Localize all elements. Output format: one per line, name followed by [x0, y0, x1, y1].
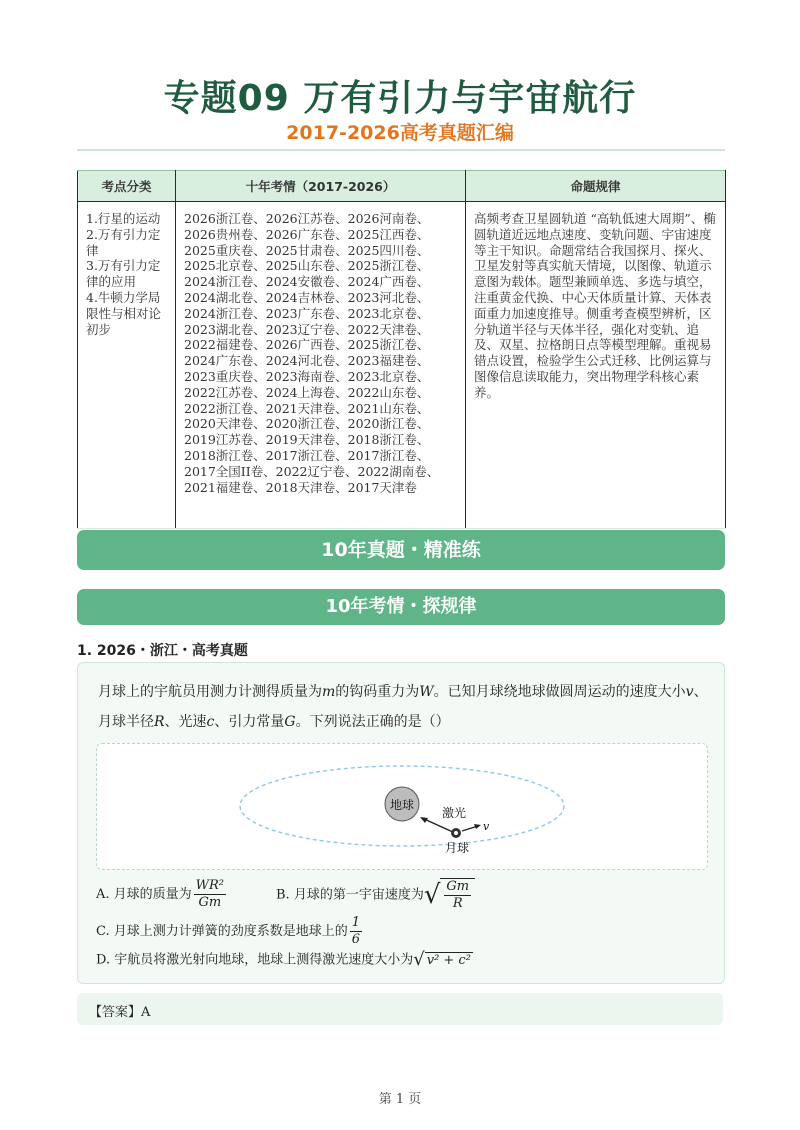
option-a-fraction — [194, 878, 226, 911]
fraction-denominator: R — [452, 896, 463, 911]
var-w: W — [419, 684, 434, 700]
moon-center — [454, 831, 458, 835]
figure-frame — [96, 743, 708, 870]
laser-ray — [422, 818, 455, 833]
knowledge-point: 1.行星的运动 — [86, 211, 161, 226]
stem-text: 。已知月球绕地球做圆周运动的速度大小 — [433, 684, 686, 700]
title-divider — [77, 149, 725, 151]
stem-text: 、光速 — [164, 714, 207, 730]
question-stem — [98, 677, 708, 737]
stem-text: 的钩码重力为 — [335, 684, 420, 700]
fraction-numerator: Gm — [446, 879, 470, 894]
stem-text: 、月球半径 — [98, 684, 708, 730]
answer-text: 【答案】A — [89, 1005, 151, 1020]
table-row — [78, 202, 726, 529]
option-d-sqrt — [413, 947, 473, 973]
overview-table — [77, 170, 726, 529]
page-number: 第 1 页 — [378, 1092, 422, 1107]
option-a-text: A. 月球的质量为 — [96, 887, 192, 902]
option-c[interactable] — [96, 915, 364, 948]
option-c-fraction — [350, 915, 362, 948]
fraction-numerator: 1 — [351, 915, 361, 930]
knowledge-point: 3.万有引力定律的应用 — [86, 258, 161, 290]
velocity-arrowhead — [474, 824, 481, 829]
option-b-text: B. 月球的第一宇宙速度为 — [276, 887, 424, 903]
answer-box — [77, 993, 723, 1025]
option-d-text: D. 宇航员将激光射向地球，地球上测得激光速度大小为 — [96, 952, 414, 968]
var-g: G — [284, 714, 296, 730]
sqrt-sign: √ — [413, 949, 425, 970]
table-header-row — [78, 171, 726, 202]
sqrt-sign: √ — [423, 880, 441, 910]
knowledge-point: 4.牛顿力学局限性与相对论初步 — [86, 289, 162, 337]
trend-banner: 10年考情・探规律 — [77, 589, 725, 625]
laser-arrowhead — [420, 817, 428, 823]
practice-banner: 10年真题・精准练 — [77, 530, 725, 570]
moon-label: 月球 — [445, 841, 470, 855]
option-b-sqrt — [424, 878, 475, 912]
header-knowledge: 考点分类 — [78, 171, 176, 202]
var-v: v — [685, 684, 694, 700]
question-box — [77, 662, 725, 984]
header-records: 十年考情（2017-2026） — [176, 171, 466, 202]
sqrt-expression: v² + c² — [426, 953, 471, 968]
earth-label: 地球 — [389, 798, 415, 812]
page-subtitle: 2017-2026高考真题汇编 — [286, 122, 514, 144]
var-m: m — [322, 684, 336, 700]
laser-label: 激光 — [442, 806, 467, 820]
exam-records-cell: 2026浙江卷、2026江苏卷、2026河南卷、2026贵州卷、2026广东卷、2025江西卷、2025重庆卷、2025甘肃卷、2025四川卷、2025北京卷、2025山东卷、2025浙江卷、2024浙江卷、2024安徽卷、2024广西卷、2024湖北卷、2024吉林卷、2023河北卷、2024浙江卷、2023广东卷、2023北京卷、2023湖北卷、2023辽宁卷、2022天津卷、2022福建卷、2026广西卷、2025浙江卷、2024广东卷、2024河北卷、2023福建卷、2023重庆卷、2023海南卷、2023北京卷、2022江苏卷、2024上海卷、2022山东卷、2022浙江卷、2021天津卷、2021山东卷、2020天津卷、2020浙江卷、2020浙江卷、2019江苏卷、2019天津卷、2018浙江卷、2018浙江卷、2017浙江卷、2017浙江卷、2017全国II卷、2022辽宁卷、2022湖南卷、2021福建卷、2018天津卷、2017天津卷 — [176, 202, 466, 529]
knowledge-point: 2.万有引力定律 — [86, 226, 161, 258]
knowledge-points-cell — [78, 202, 176, 529]
page-title: 专题09 万有引力与宇宙航行 — [163, 78, 637, 119]
option-c-text: C. 月球上测力计弹簧的劲度系数是地球上的 — [96, 924, 348, 939]
orbit-diagram — [97, 744, 705, 867]
fraction-numerator: WR² — [195, 878, 225, 893]
stem-text: 、引力常量 — [214, 714, 285, 730]
option-b[interactable] — [276, 878, 475, 912]
option-a[interactable] — [96, 878, 228, 911]
stem-text: 月球上的宇航员用测力计测得质量为 — [98, 684, 322, 700]
velocity-label: v — [483, 820, 490, 833]
stem-text: 。下列说法正确的是（） — [295, 714, 450, 730]
var-c: c — [206, 714, 215, 730]
option-d[interactable] — [96, 947, 473, 973]
header-pattern: 命题规律 — [466, 171, 726, 202]
fraction-denominator: 6 — [351, 932, 361, 947]
fraction-denominator: Gm — [198, 895, 222, 910]
pattern-cell: 高频考查卫星圆轨道 “高轨低速大周期”、椭圆轨道近远地点速度、变轨问题、宇宙速度等主干知识。命题常结合我国探月、探火、卫星发射等真实航天情境，以图像、轨道示意图为载体。题型兼顾单选、多选与填空，注重黄金代换、中心天体质量计算、天体表面重力加速度推导。侧重考查模型辨析，区分轨道半径与天体半径，强化对变轨、追及、双星、拉格朗日点等模型理解。重视易错点设置，检验学生公式迁移、比例运算与图像信息读取能力，突出物理学科核心素养。 — [466, 202, 726, 529]
var-r: R — [154, 714, 165, 730]
question-heading: 1. 2026・浙江・高考真题 — [77, 643, 248, 659]
